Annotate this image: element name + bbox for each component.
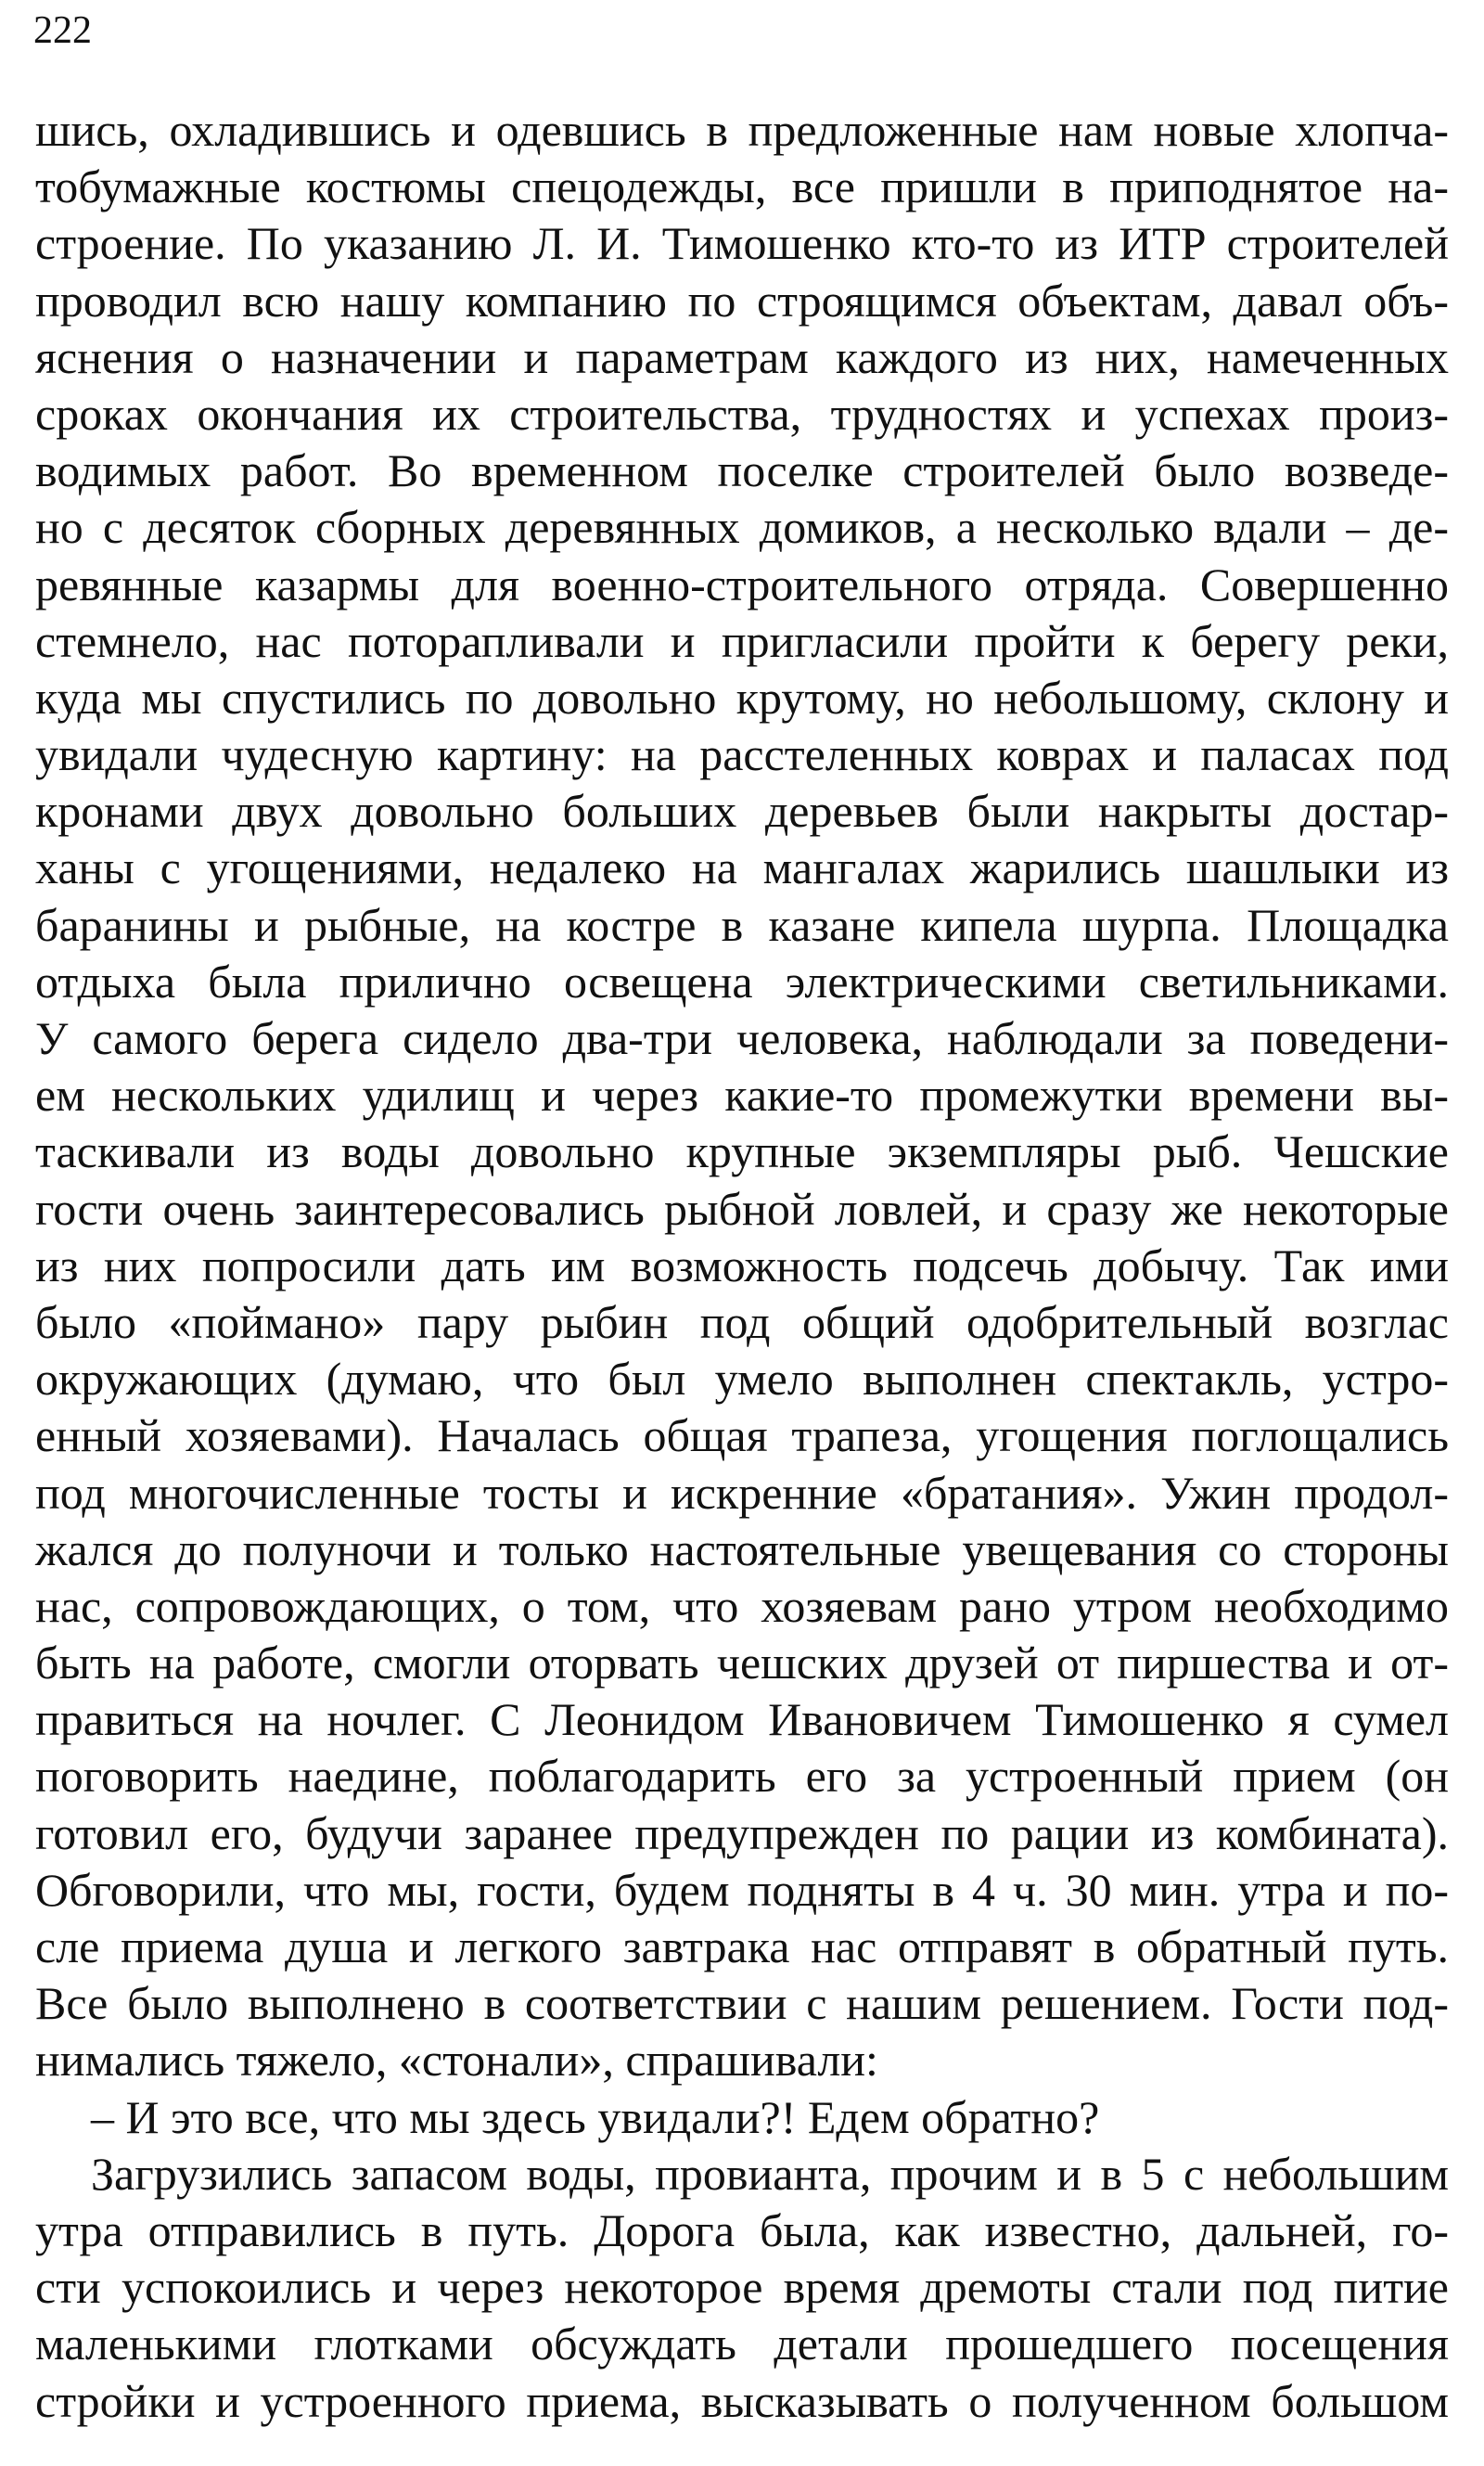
text-line: увидали чудесную картину: на расстеленных коврах и паласах под	[35, 728, 1449, 781]
text-line: У самого берега сидело два-три человека, наблюдали за поведени-	[35, 1012, 1449, 1064]
page-number: 222	[33, 9, 92, 52]
text-line: маленькими глотками обсуждать детали прошедшего посещения	[35, 2318, 1449, 2370]
text-line: было «поймано» пару рыбин под общий одобрительный возглас	[35, 1295, 1449, 1348]
text-line: енный хозяевами). Началась общая трапеза, угощения поглощались	[35, 1409, 1449, 1462]
text-line: ем нескольких удилищ и через какие-то промежутки времени вы-	[35, 1069, 1449, 1122]
text-line: таскивали из воды довольно крупные экземпляры рыб. Чешские	[35, 1125, 1449, 1178]
text-line: жался до полуночи и только настоятельные увещевания со стороны	[35, 1522, 1449, 1575]
text-line: стемнело, нас поторапливали и пригласили пройти к берегу реки,	[35, 614, 1449, 667]
text-line: тобумажные костюмы спецодежды, все пришли в приподнятое на-	[35, 161, 1449, 213]
text-line: сти успокоились и через некоторое время дремоты стали под питие	[35, 2261, 1449, 2314]
text-line: ревянные казармы для военно-строительного отряда. Совершенно	[35, 558, 1449, 610]
text-line: водимых работ. Во временном поселке строителей было возведе-	[35, 444, 1449, 497]
text-line: – И это все, что мы здесь увидали?! Едем обратно?	[91, 2090, 1100, 2143]
text-line: правиться на ночлег. С Леонидом Ивановичем Тимошенко я сумел	[35, 1693, 1449, 1746]
text-line: яснения о назначении и параметрам каждого из них, намеченных	[35, 330, 1449, 383]
text-line: куда мы спустились по довольно крутому, но небольшому, склону и	[35, 671, 1449, 724]
text-line: быть на работе, смогли оторвать чешских друзей от пиршества и от-	[35, 1637, 1449, 1689]
text-line: Обговорили, что мы, гости, будем подняты в 4 ч. 30 мин. утра и по-	[35, 1863, 1449, 1916]
text-line: под многочисленные тосты и искренние «братания». Ужин продол-	[35, 1466, 1449, 1519]
text-line: кронами двух довольно больших деревьев были накрыты достар-	[35, 785, 1449, 838]
body-text	[35, 102, 1449, 2430]
text-line: утра отправились в путь. Дорога была, как известно, дальней, го-	[35, 2203, 1449, 2256]
text-line: из них попросили дать им возможность подсечь добычу. Так ими	[35, 1239, 1449, 1291]
text-line: нимались тяжело, «стонали», спрашивали:	[35, 2034, 878, 2087]
text-line: сле приема душа и легкого завтрака нас отправят в обратный путь.	[35, 1920, 1449, 1972]
text-line: Все было выполнено в соответствии с нашим решением. Гости под-	[35, 1977, 1449, 2030]
text-line: сроках окончания их строительства, трудностях и успехах произ-	[35, 387, 1449, 440]
text-line: поговорить наедине, поблагодарить его за устроенный прием (он	[35, 1750, 1449, 1803]
text-line: окружающих (думаю, что был умело выполнен спектакль, устро-	[35, 1353, 1449, 1406]
text-line: но с десяток сборных деревянных домиков, а несколько вдали – де-	[35, 501, 1449, 554]
text-line: стройки и устроенного приема, высказывать о полученном большом	[35, 2374, 1449, 2427]
text-line: Загрузились запасом воды, провианта, прочим и в 5 с небольшим	[91, 2147, 1449, 2200]
text-line: гости очень заинтересовались рыбной ловлей, и сразу же некоторые	[35, 1182, 1449, 1235]
text-line: отдыха была прилично освещена электрическими светильниками.	[35, 955, 1449, 1008]
text-line: готовил его, будучи заранее предупрежден по рации из комбината).	[35, 1806, 1449, 1859]
text-line: баранины и рыбные, на костре в казане кипела шурпа. Площадка	[35, 898, 1449, 951]
text-line: шись, охладившись и одевшись в предложенные нам новые хлопча-	[35, 104, 1449, 156]
text-line: нас, сопровождающих, о том, что хозяевам рано утром необходимо	[35, 1579, 1449, 1632]
text-line: проводил всю нашу компанию по строящимся объектам, давал объ-	[35, 274, 1449, 327]
text-line: ханы с угощениями, недалеко на мангалах жарились шашлыки из	[35, 841, 1449, 894]
text-line: строение. По указанию Л. И. Тимошенко кто-то из ИТР строителей	[35, 217, 1449, 270]
